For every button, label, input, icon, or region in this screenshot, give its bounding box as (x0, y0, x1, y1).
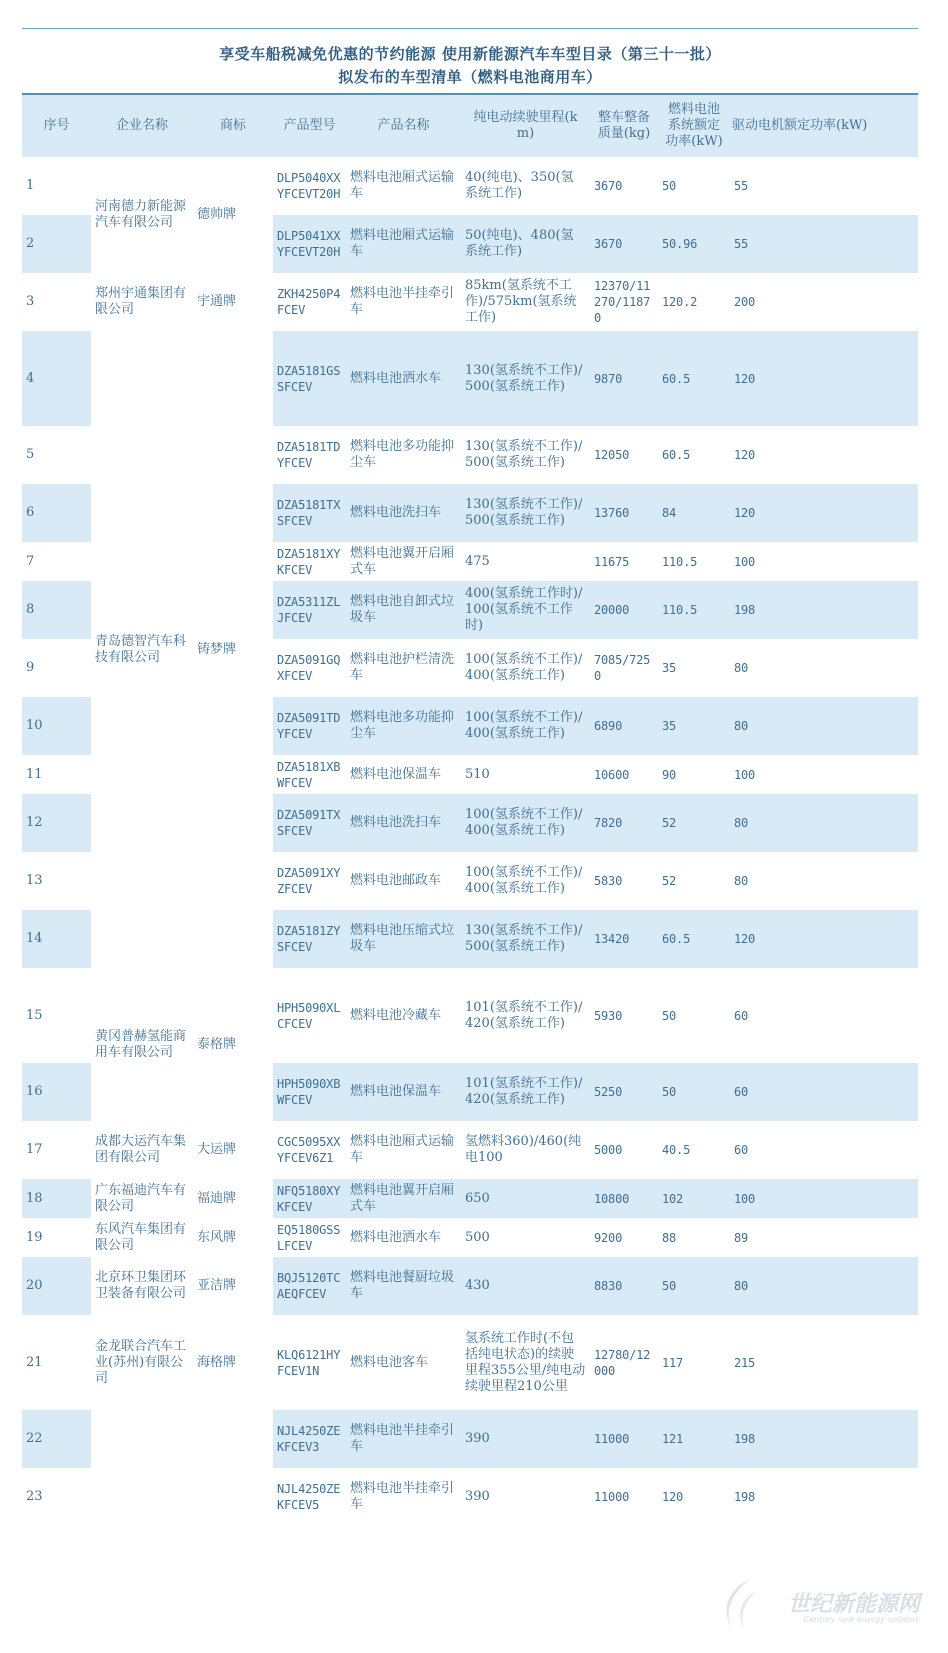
vehicle-table (22, 95, 918, 1526)
cell-company: 东风汽车集团有限公司 (91, 1218, 193, 1257)
table-row (22, 273, 918, 331)
cell-fc-power: 117 (658, 1315, 730, 1410)
cell-range: 130(氢系统不工作)/500(氢系统工作) (461, 331, 590, 426)
cell-model: HPH5090XBWFCEV (273, 1063, 346, 1121)
cell-fc-power: 84 (658, 484, 730, 542)
cell-brand: 东风牌 (193, 1218, 273, 1257)
cell-mass: 13420 (590, 910, 658, 968)
cell-company: 郑州宇通集团有限公司 (91, 273, 193, 331)
cell-mass: 5250 (590, 1063, 658, 1121)
cell-motor-power: 60 (730, 1121, 918, 1179)
cell-product-name: 燃料电池多功能抑尘车 (346, 426, 461, 484)
watermark-subtext: Century new energy network (803, 1615, 920, 1624)
cell-mass: 10800 (590, 1179, 658, 1218)
cell-no: 20 (22, 1257, 91, 1315)
cell-motor-power: 120 (730, 426, 918, 484)
cell-motor-power: 60 (730, 1063, 918, 1121)
table-row (22, 331, 918, 426)
cell-fc-power: 120.2 (658, 273, 730, 331)
cell-range: 475 (461, 542, 590, 581)
cell-mass: 3670 (590, 215, 658, 273)
cell-brand: 大运牌 (193, 1121, 273, 1179)
cell-range: 130(氢系统不工作)/500(氢系统工作) (461, 484, 590, 542)
cell-model: DZA5091XYZFCEV (273, 852, 346, 910)
cell-motor-power: 80 (730, 794, 918, 852)
cell-no: 1 (22, 157, 91, 215)
cell-mass: 10600 (590, 755, 658, 794)
cell-range: 氢系统工作时(不包括纯电状态)的续驶里程355公里/纯电动续驶里程210公里 (461, 1315, 590, 1410)
cell-range: 100(氢系统不工作)/400(氢系统工作) (461, 794, 590, 852)
page-title: 享受车船税减免优惠的节约能源 使用新能源汽车车型目录（第三十一批） (219, 45, 721, 63)
cell-no: 11 (22, 755, 91, 794)
cell-product-name: 燃料电池邮政车 (346, 852, 461, 910)
cell-fc-power: 40.5 (658, 1121, 730, 1179)
cell-product-name: 燃料电池厢式运输车 (346, 1121, 461, 1179)
cell-fc-power: 35 (658, 697, 730, 755)
cell-company: 黄冈普赫氢能商用车有限公司 (91, 968, 193, 1121)
cell-range: 101(氢系统不工作)/420(氢系统工作) (461, 968, 590, 1063)
cell-fc-power: 90 (658, 755, 730, 794)
table-row (22, 1218, 918, 1257)
cell-model: DZA5311ZLJFCEV (273, 581, 346, 639)
cell-fc-power: 88 (658, 1218, 730, 1257)
cell-mass: 5830 (590, 852, 658, 910)
cell-no: 23 (22, 1468, 91, 1526)
cell-brand: 德帅牌 (193, 157, 273, 273)
cell-motor-power: 55 (730, 215, 918, 273)
cell-fc-power: 120 (658, 1468, 730, 1526)
cell-no: 3 (22, 273, 91, 331)
cell-motor-power: 100 (730, 542, 918, 581)
cell-mass: 11675 (590, 542, 658, 581)
swirl-logo-icon (710, 1575, 762, 1633)
cell-motor-power: 120 (730, 484, 918, 542)
cell-motor-power: 198 (730, 581, 918, 639)
cell-model: HPH5090XLCFCEV (273, 968, 346, 1063)
cell-range: 400(氢系统工作时)/100(氢系统不工作时) (461, 581, 590, 639)
cell-company: 成都大运汽车集团有限公司 (91, 1121, 193, 1179)
cell-company: 金龙联合汽车工业(苏州)有限公司 (91, 1315, 193, 1410)
cell-motor-power: 80 (730, 639, 918, 697)
page-subtitle: 拟发布的车型清单（燃料电池商用车） (338, 68, 602, 86)
cell-company: 广东福迪汽车有限公司 (91, 1179, 193, 1218)
cell-product-name: 燃料电池保温车 (346, 755, 461, 794)
cell-company: 河南德力新能源汽车有限公司 (91, 157, 193, 273)
cell-product-name: 燃料电池自卸式垃圾车 (346, 581, 461, 639)
cell-motor-power: 89 (730, 1218, 918, 1257)
cell-product-name: 燃料电池洒水车 (346, 1218, 461, 1257)
cell-product-name: 燃料电池洗扫车 (346, 794, 461, 852)
cell-motor-power: 198 (730, 1410, 918, 1468)
cell-product-name: 燃料电池厢式运输车 (346, 157, 461, 215)
cell-motor-power: 215 (730, 1315, 918, 1410)
cell-fc-power: 52 (658, 852, 730, 910)
cell-product-name: 燃料电池洗扫车 (346, 484, 461, 542)
header-company: 企业名称 (91, 95, 193, 157)
cell-product-name: 燃料电池洒水车 (346, 331, 461, 426)
cell-model: DLP5040XXYFCEVT20H (273, 157, 346, 215)
cell-range: 100(氢系统不工作)/400(氢系统工作) (461, 852, 590, 910)
cell-mass: 12370/11270/11870 (590, 273, 658, 331)
cell-product-name: 燃料电池冷藏车 (346, 968, 461, 1063)
cell-fc-power: 110.5 (658, 542, 730, 581)
cell-mass: 5930 (590, 968, 658, 1063)
cell-range: 100(氢系统不工作)/400(氢系统工作) (461, 697, 590, 755)
cell-motor-power: 55 (730, 157, 918, 215)
cell-fc-power: 50 (658, 1257, 730, 1315)
cell-range: 500 (461, 1218, 590, 1257)
cell-range: 390 (461, 1468, 590, 1526)
cell-mass: 20000 (590, 581, 658, 639)
cell-product-name: 燃料电池护栏清洗车 (346, 639, 461, 697)
header-range: 纯电动续驶里程(km) (461, 95, 590, 157)
cell-range: 85km(氢系统不工作)/575km(氢系统工作) (461, 273, 590, 331)
cell-product-name: 燃料电池餐厨垃圾车 (346, 1257, 461, 1315)
cell-model: DZA5181TXSFCEV (273, 484, 346, 542)
cell-mass: 13760 (590, 484, 658, 542)
cell-no: 16 (22, 1063, 91, 1121)
cell-model: DZA5181GSSFCEV (273, 331, 346, 426)
cell-range: 390 (461, 1410, 590, 1468)
cell-no: 12 (22, 794, 91, 852)
table-row (22, 1121, 918, 1179)
cell-model: NJL4250ZEKFCEV5 (273, 1468, 346, 1526)
cell-brand: 宇通牌 (193, 273, 273, 331)
cell-fc-power: 50 (658, 968, 730, 1063)
cell-motor-power: 80 (730, 697, 918, 755)
table-row (22, 157, 918, 215)
header-model: 产品型号 (273, 95, 346, 157)
cell-brand: 铸梦牌 (193, 331, 273, 968)
cell-fc-power: 50 (658, 1063, 730, 1121)
cell-product-name: 燃料电池厢式运输车 (346, 215, 461, 273)
cell-no: 2 (22, 215, 91, 273)
cell-mass: 6890 (590, 697, 658, 755)
table-row (22, 968, 918, 1063)
cell-fc-power: 52 (658, 794, 730, 852)
table-row (22, 1257, 918, 1315)
cell-brand: 泰格牌 (193, 968, 273, 1121)
cell-model: EQ5180GSSLFCEV (273, 1218, 346, 1257)
cell-range: 650 (461, 1179, 590, 1218)
cell-product-name: 燃料电池半挂牵引车 (346, 1410, 461, 1468)
cell-mass: 7085/7250 (590, 639, 658, 697)
cell-range: 100(氢系统不工作)/400(氢系统工作) (461, 639, 590, 697)
cell-motor-power: 100 (730, 1179, 918, 1218)
cell-company (91, 1410, 193, 1526)
cell-motor-power: 120 (730, 331, 918, 426)
cell-brand (193, 1410, 273, 1526)
cell-no: 15 (22, 968, 91, 1063)
cell-range: 130(氢系统不工作)/500(氢系统工作) (461, 910, 590, 968)
cell-range: 40(纯电)、350(氢系统工作) (461, 157, 590, 215)
cell-product-name: 燃料电池压缩式垃圾车 (346, 910, 461, 968)
cell-fc-power: 35 (658, 639, 730, 697)
cell-fc-power: 60.5 (658, 426, 730, 484)
cell-range: 510 (461, 755, 590, 794)
cell-company: 青岛德智汽车科技有限公司 (91, 331, 193, 968)
cell-company: 北京环卫集团环卫装备有限公司 (91, 1257, 193, 1315)
cell-fc-power: 121 (658, 1410, 730, 1468)
cell-range: 130(氢系统不工作)/500(氢系统工作) (461, 426, 590, 484)
top-rule (22, 28, 918, 29)
cell-brand: 海格牌 (193, 1315, 273, 1410)
cell-no: 10 (22, 697, 91, 755)
cell-brand: 亚洁牌 (193, 1257, 273, 1315)
cell-range: 50(纯电)、480(氢系统工作) (461, 215, 590, 273)
cell-brand: 福迪牌 (193, 1179, 273, 1218)
cell-model: DZA5091GQXFCEV (273, 639, 346, 697)
cell-no: 19 (22, 1218, 91, 1257)
cell-model: ZKH4250P4FCEV (273, 273, 346, 331)
header-fc-power: 燃料电池系统额定功率(kW) (658, 95, 730, 157)
cell-fc-power: 102 (658, 1179, 730, 1218)
cell-model: CGC5095XXYFCEV6Z1 (273, 1121, 346, 1179)
cell-model: DZA5181ZYSFCEV (273, 910, 346, 968)
cell-motor-power: 198 (730, 1468, 918, 1526)
cell-model: NJL4250ZEKFCEV3 (273, 1410, 346, 1468)
cell-mass: 12780/12000 (590, 1315, 658, 1410)
header-brand: 商标 (193, 95, 273, 157)
cell-fc-power: 110.5 (658, 581, 730, 639)
cell-no: 9 (22, 639, 91, 697)
cell-fc-power: 60.5 (658, 331, 730, 426)
cell-no: 17 (22, 1121, 91, 1179)
cell-model: DLP5041XXYFCEVT20H (273, 215, 346, 273)
cell-mass: 3670 (590, 157, 658, 215)
cell-mass: 9870 (590, 331, 658, 426)
cell-product-name: 燃料电池半挂牵引车 (346, 273, 461, 331)
cell-no: 5 (22, 426, 91, 484)
cell-range: 氢燃料360)/460(纯电100 (461, 1121, 590, 1179)
cell-fc-power: 50 (658, 157, 730, 215)
cell-no: 4 (22, 331, 91, 426)
cell-no: 14 (22, 910, 91, 968)
cell-no: 21 (22, 1315, 91, 1410)
cell-mass: 8830 (590, 1257, 658, 1315)
cell-model: DZA5091TXSFCEV (273, 794, 346, 852)
cell-model: NFQ5180XYKFCEV (273, 1179, 346, 1218)
cell-no: 7 (22, 542, 91, 581)
cell-motor-power: 80 (730, 1257, 918, 1315)
cell-no: 13 (22, 852, 91, 910)
cell-model: KLQ6121HYFCEV1N (273, 1315, 346, 1410)
table-row (22, 1410, 918, 1468)
watermark (710, 1575, 920, 1635)
cell-mass: 11000 (590, 1410, 658, 1468)
cell-model: DZA5181XBWFCEV (273, 755, 346, 794)
cell-product-name: 燃料电池多功能抑尘车 (346, 697, 461, 755)
cell-model: BQJ5120TCAEQFCEV (273, 1257, 346, 1315)
header-motor-power: 驱动电机额定功率(kW) (730, 95, 918, 157)
cell-model: DZA5181TDYFCEV (273, 426, 346, 484)
cell-product-name: 燃料电池翼开启厢式车 (346, 542, 461, 581)
header-no: 序号 (22, 95, 91, 157)
cell-no: 6 (22, 484, 91, 542)
cell-no: 22 (22, 1410, 91, 1468)
cell-mass: 11000 (590, 1468, 658, 1526)
cell-motor-power: 120 (730, 910, 918, 968)
table-row (22, 1179, 918, 1218)
cell-mass: 5000 (590, 1121, 658, 1179)
cell-no: 8 (22, 581, 91, 639)
table-header-row (22, 95, 918, 157)
cell-mass: 7820 (590, 794, 658, 852)
cell-mass: 9200 (590, 1218, 658, 1257)
cell-range: 430 (461, 1257, 590, 1315)
header-product-name: 产品名称 (346, 95, 461, 157)
cell-fc-power: 60.5 (658, 910, 730, 968)
cell-mass: 12050 (590, 426, 658, 484)
cell-motor-power: 100 (730, 755, 918, 794)
cell-model: DZA5181XYKFCEV (273, 542, 346, 581)
cell-fc-power: 50.96 (658, 215, 730, 273)
cell-product-name: 燃料电池保温车 (346, 1063, 461, 1121)
header-mass: 整车整备质量(kg) (590, 95, 658, 157)
cell-product-name: 燃料电池客车 (346, 1315, 461, 1410)
cell-product-name: 燃料电池翼开启厢式车 (346, 1179, 461, 1218)
cell-model: DZA5091TDYFCEV (273, 697, 346, 755)
cell-range: 101(氢系统不工作)/420(氢系统工作) (461, 1063, 590, 1121)
cell-product-name: 燃料电池半挂牵引车 (346, 1468, 461, 1526)
cell-motor-power: 60 (730, 968, 918, 1063)
table-row (22, 1315, 918, 1410)
cell-no: 18 (22, 1179, 91, 1218)
cell-motor-power: 80 (730, 852, 918, 910)
watermark-text: 世纪新能源网 (787, 1592, 920, 1617)
cell-motor-power: 200 (730, 273, 918, 331)
